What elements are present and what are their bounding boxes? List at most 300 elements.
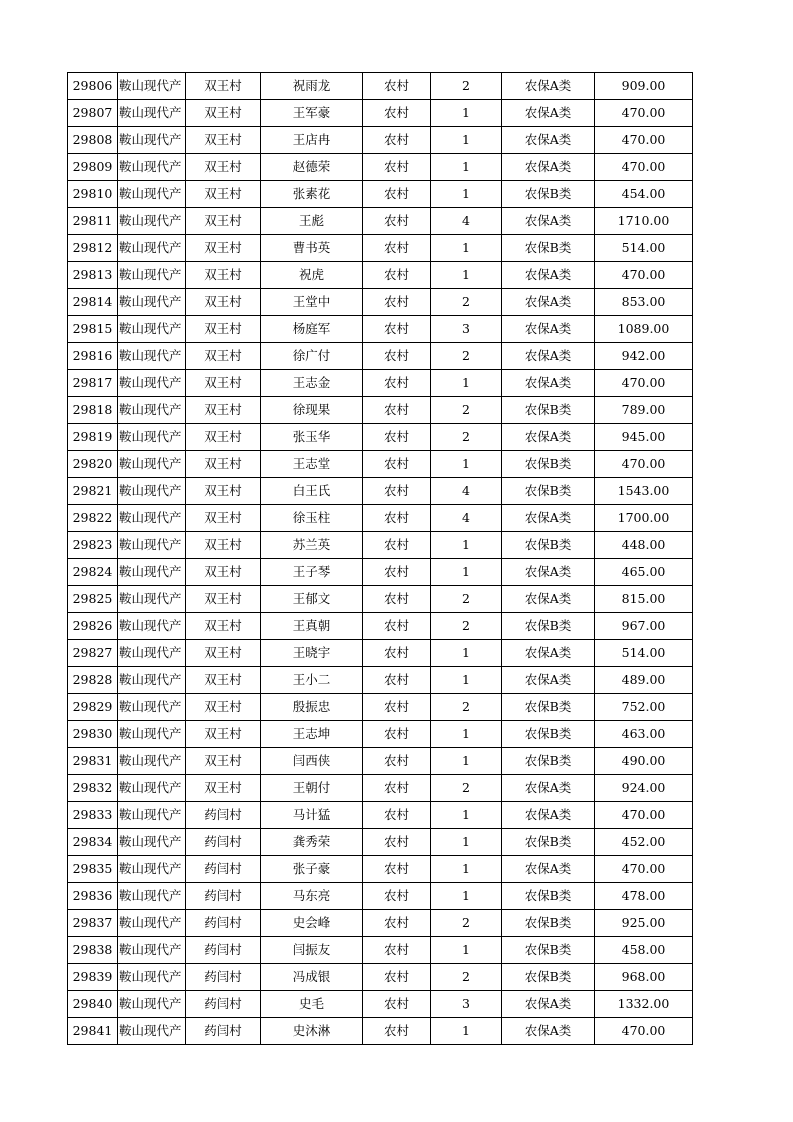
table-row [68,991,693,1018]
table-row [68,910,693,937]
insurance-category-cell: 农保A类 [502,775,595,802]
amount-cell: 470.00 [595,451,693,478]
organization-cell: 鞍山现代产 [118,316,186,343]
amount-cell: 1700.00 [595,505,693,532]
record-id-cell: 29840 [68,991,118,1018]
household-type-cell: 农村 [363,73,431,100]
household-type-cell: 农村 [363,289,431,316]
person-name-cell: 王军豪 [261,100,363,127]
amount-cell: 470.00 [595,100,693,127]
organization-cell: 鞍山现代产 [118,667,186,694]
insurance-category-cell: 农保B类 [502,451,595,478]
village-cell: 药闫村 [186,802,261,829]
insurance-category-cell: 农保A类 [502,208,595,235]
organization-cell: 鞍山现代产 [118,775,186,802]
village-cell: 双王村 [186,640,261,667]
household-type-cell: 农村 [363,235,431,262]
village-cell: 双王村 [186,694,261,721]
person-name-cell: 王小二 [261,667,363,694]
record-id-cell: 29807 [68,100,118,127]
household-type-cell: 农村 [363,775,431,802]
table-row [68,937,693,964]
amount-cell: 925.00 [595,910,693,937]
person-name-cell: 马东亮 [261,883,363,910]
organization-cell: 鞍山现代产 [118,181,186,208]
insurance-category-cell: 农保A类 [502,802,595,829]
household-type-cell: 农村 [363,721,431,748]
insurance-category-cell: 农保B类 [502,613,595,640]
household-type-cell: 农村 [363,856,431,883]
village-cell: 药闫村 [186,910,261,937]
person-name-cell: 王真朝 [261,613,363,640]
organization-cell: 鞍山现代产 [118,586,186,613]
insurance-category-cell: 农保A类 [502,1018,595,1045]
table-row [68,856,693,883]
household-type-cell: 农村 [363,991,431,1018]
village-cell: 双王村 [186,397,261,424]
amount-cell: 752.00 [595,694,693,721]
table-row [68,640,693,667]
person-name-cell: 白王氏 [261,478,363,505]
household-type-cell: 农村 [363,667,431,694]
organization-cell: 鞍山现代产 [118,208,186,235]
record-id-cell: 29827 [68,640,118,667]
amount-cell: 454.00 [595,181,693,208]
record-id-cell: 29813 [68,262,118,289]
person-name-cell: 张素花 [261,181,363,208]
record-id-cell: 29820 [68,451,118,478]
record-id-cell: 29838 [68,937,118,964]
member-count-cell: 1 [431,1018,502,1045]
subsidy-ledger-table [67,72,693,1045]
village-cell: 双王村 [186,586,261,613]
village-cell: 药闫村 [186,991,261,1018]
insurance-category-cell: 农保B类 [502,937,595,964]
record-id-cell: 29834 [68,829,118,856]
table-row [68,694,693,721]
village-cell: 双王村 [186,181,261,208]
record-id-cell: 29814 [68,289,118,316]
insurance-category-cell: 农保B类 [502,694,595,721]
member-count-cell: 2 [431,910,502,937]
household-type-cell: 农村 [363,397,431,424]
member-count-cell: 2 [431,424,502,451]
household-type-cell: 农村 [363,208,431,235]
table-row [68,154,693,181]
village-cell: 双王村 [186,100,261,127]
organization-cell: 鞍山现代产 [118,721,186,748]
household-type-cell: 农村 [363,478,431,505]
insurance-category-cell: 农保A类 [502,100,595,127]
village-cell: 双王村 [186,424,261,451]
person-name-cell: 苏兰英 [261,532,363,559]
amount-cell: 490.00 [595,748,693,775]
amount-cell: 1543.00 [595,478,693,505]
record-id-cell: 29817 [68,370,118,397]
household-type-cell: 农村 [363,613,431,640]
person-name-cell: 王晓宇 [261,640,363,667]
organization-cell: 鞍山现代产 [118,370,186,397]
person-name-cell: 张玉华 [261,424,363,451]
organization-cell: 鞍山现代产 [118,424,186,451]
organization-cell: 鞍山现代产 [118,343,186,370]
member-count-cell: 2 [431,73,502,100]
person-name-cell: 史会峰 [261,910,363,937]
household-type-cell: 农村 [363,802,431,829]
table-row [68,208,693,235]
person-name-cell: 赵德荣 [261,154,363,181]
member-count-cell: 1 [431,937,502,964]
organization-cell: 鞍山现代产 [118,478,186,505]
household-type-cell: 农村 [363,964,431,991]
village-cell: 双王村 [186,667,261,694]
household-type-cell: 农村 [363,424,431,451]
member-count-cell: 3 [431,316,502,343]
amount-cell: 452.00 [595,829,693,856]
ledger-body [68,73,693,1045]
household-type-cell: 农村 [363,640,431,667]
amount-cell: 470.00 [595,370,693,397]
amount-cell: 1089.00 [595,316,693,343]
member-count-cell: 2 [431,343,502,370]
person-name-cell: 冯成银 [261,964,363,991]
village-cell: 双王村 [186,262,261,289]
village-cell: 药闫村 [186,883,261,910]
table-row [68,181,693,208]
insurance-category-cell: 农保A类 [502,73,595,100]
village-cell: 双王村 [186,208,261,235]
household-type-cell: 农村 [363,883,431,910]
person-name-cell: 王志金 [261,370,363,397]
insurance-category-cell: 农保A类 [502,370,595,397]
insurance-category-cell: 农保B类 [502,181,595,208]
record-id-cell: 29828 [68,667,118,694]
person-name-cell: 王朝付 [261,775,363,802]
village-cell: 双王村 [186,73,261,100]
insurance-category-cell: 农保B类 [502,721,595,748]
member-count-cell: 1 [431,640,502,667]
amount-cell: 1332.00 [595,991,693,1018]
record-id-cell: 29837 [68,910,118,937]
village-cell: 双王村 [186,721,261,748]
village-cell: 药闫村 [186,937,261,964]
table-row [68,424,693,451]
household-type-cell: 农村 [363,451,431,478]
table-row [68,235,693,262]
organization-cell: 鞍山现代产 [118,1018,186,1045]
amount-cell: 924.00 [595,775,693,802]
table-row [68,532,693,559]
person-name-cell: 徐广付 [261,343,363,370]
village-cell: 药闫村 [186,1018,261,1045]
record-id-cell: 29816 [68,343,118,370]
amount-cell: 458.00 [595,937,693,964]
village-cell: 双王村 [186,316,261,343]
organization-cell: 鞍山现代产 [118,100,186,127]
record-id-cell: 29812 [68,235,118,262]
organization-cell: 鞍山现代产 [118,154,186,181]
household-type-cell: 农村 [363,316,431,343]
insurance-category-cell: 农保A类 [502,262,595,289]
person-name-cell: 王子琴 [261,559,363,586]
village-cell: 双王村 [186,559,261,586]
insurance-category-cell: 农保B类 [502,397,595,424]
insurance-category-cell: 农保A类 [502,667,595,694]
organization-cell: 鞍山现代产 [118,73,186,100]
household-type-cell: 农村 [363,343,431,370]
insurance-category-cell: 农保A类 [502,856,595,883]
amount-cell: 470.00 [595,1018,693,1045]
amount-cell: 1710.00 [595,208,693,235]
table-row [68,667,693,694]
member-count-cell: 1 [431,802,502,829]
record-id-cell: 29806 [68,73,118,100]
record-id-cell: 29836 [68,883,118,910]
household-type-cell: 农村 [363,694,431,721]
member-count-cell: 1 [431,154,502,181]
record-id-cell: 29833 [68,802,118,829]
village-cell: 双王村 [186,505,261,532]
amount-cell: 514.00 [595,235,693,262]
household-type-cell: 农村 [363,748,431,775]
household-type-cell: 农村 [363,262,431,289]
village-cell: 药闫村 [186,856,261,883]
insurance-category-cell: 农保A类 [502,316,595,343]
record-id-cell: 29818 [68,397,118,424]
insurance-category-cell: 农保A类 [502,559,595,586]
member-count-cell: 1 [431,181,502,208]
organization-cell: 鞍山现代产 [118,937,186,964]
member-count-cell: 2 [431,289,502,316]
record-id-cell: 29829 [68,694,118,721]
village-cell: 双王村 [186,127,261,154]
table-row [68,883,693,910]
organization-cell: 鞍山现代产 [118,613,186,640]
table-row [68,829,693,856]
person-name-cell: 闫西侠 [261,748,363,775]
record-id-cell: 29819 [68,424,118,451]
record-id-cell: 29821 [68,478,118,505]
record-id-cell: 29839 [68,964,118,991]
person-name-cell: 祝虎 [261,262,363,289]
member-count-cell: 1 [431,829,502,856]
organization-cell: 鞍山现代产 [118,748,186,775]
village-cell: 双王村 [186,775,261,802]
insurance-category-cell: 农保B类 [502,478,595,505]
member-count-cell: 4 [431,505,502,532]
organization-cell: 鞍山现代产 [118,559,186,586]
insurance-category-cell: 农保A类 [502,991,595,1018]
insurance-category-cell: 农保B类 [502,235,595,262]
record-id-cell: 29841 [68,1018,118,1045]
record-id-cell: 29815 [68,316,118,343]
insurance-category-cell: 农保B类 [502,883,595,910]
table-row [68,478,693,505]
insurance-category-cell: 农保A类 [502,289,595,316]
table-row [68,775,693,802]
amount-cell: 465.00 [595,559,693,586]
organization-cell: 鞍山现代产 [118,883,186,910]
organization-cell: 鞍山现代产 [118,856,186,883]
village-cell: 药闫村 [186,964,261,991]
insurance-category-cell: 农保A类 [502,127,595,154]
record-id-cell: 29831 [68,748,118,775]
member-count-cell: 1 [431,127,502,154]
amount-cell: 853.00 [595,289,693,316]
person-name-cell: 曹书英 [261,235,363,262]
member-count-cell: 4 [431,478,502,505]
table-row [68,73,693,100]
insurance-category-cell: 农保B类 [502,748,595,775]
member-count-cell: 2 [431,694,502,721]
member-count-cell: 2 [431,397,502,424]
insurance-category-cell: 农保B类 [502,910,595,937]
record-id-cell: 29830 [68,721,118,748]
record-id-cell: 29810 [68,181,118,208]
household-type-cell: 农村 [363,910,431,937]
member-count-cell: 1 [431,235,502,262]
member-count-cell: 1 [431,721,502,748]
person-name-cell: 张子豪 [261,856,363,883]
insurance-category-cell: 农保B类 [502,532,595,559]
village-cell: 双王村 [186,289,261,316]
person-name-cell: 史沐淋 [261,1018,363,1045]
record-id-cell: 29825 [68,586,118,613]
insurance-category-cell: 农保A类 [502,343,595,370]
member-count-cell: 2 [431,775,502,802]
person-name-cell: 祝雨龙 [261,73,363,100]
person-name-cell: 殷振忠 [261,694,363,721]
amount-cell: 478.00 [595,883,693,910]
insurance-category-cell: 农保A类 [502,154,595,181]
organization-cell: 鞍山现代产 [118,802,186,829]
insurance-category-cell: 农保B类 [502,964,595,991]
amount-cell: 789.00 [595,397,693,424]
household-type-cell: 农村 [363,127,431,154]
record-id-cell: 29824 [68,559,118,586]
organization-cell: 鞍山现代产 [118,910,186,937]
table-row [68,721,693,748]
member-count-cell: 1 [431,559,502,586]
record-id-cell: 29832 [68,775,118,802]
amount-cell: 909.00 [595,73,693,100]
amount-cell: 470.00 [595,802,693,829]
village-cell: 双王村 [186,478,261,505]
member-count-cell: 1 [431,262,502,289]
table-row [68,505,693,532]
household-type-cell: 农村 [363,505,431,532]
amount-cell: 448.00 [595,532,693,559]
member-count-cell: 1 [431,883,502,910]
person-name-cell: 杨庭军 [261,316,363,343]
insurance-category-cell: 农保A类 [502,640,595,667]
household-type-cell: 农村 [363,100,431,127]
person-name-cell: 闫振友 [261,937,363,964]
member-count-cell: 1 [431,532,502,559]
household-type-cell: 农村 [363,586,431,613]
person-name-cell: 史毛 [261,991,363,1018]
household-type-cell: 农村 [363,559,431,586]
insurance-category-cell: 农保A类 [502,586,595,613]
organization-cell: 鞍山现代产 [118,235,186,262]
table-row [68,343,693,370]
person-name-cell: 王堂中 [261,289,363,316]
member-count-cell: 1 [431,856,502,883]
amount-cell: 968.00 [595,964,693,991]
organization-cell: 鞍山现代产 [118,991,186,1018]
village-cell: 双王村 [186,343,261,370]
member-count-cell: 1 [431,370,502,397]
table-row [68,586,693,613]
amount-cell: 489.00 [595,667,693,694]
village-cell: 双王村 [186,532,261,559]
organization-cell: 鞍山现代产 [118,451,186,478]
amount-cell: 470.00 [595,154,693,181]
member-count-cell: 1 [431,748,502,775]
table-row [68,1018,693,1045]
table-row [68,748,693,775]
village-cell: 双王村 [186,370,261,397]
organization-cell: 鞍山现代产 [118,289,186,316]
organization-cell: 鞍山现代产 [118,505,186,532]
amount-cell: 470.00 [595,856,693,883]
household-type-cell: 农村 [363,181,431,208]
person-name-cell: 王店冉 [261,127,363,154]
table-row [68,370,693,397]
table-row [68,397,693,424]
member-count-cell: 2 [431,964,502,991]
village-cell: 双王村 [186,235,261,262]
village-cell: 双王村 [186,451,261,478]
amount-cell: 514.00 [595,640,693,667]
member-count-cell: 1 [431,451,502,478]
household-type-cell: 农村 [363,532,431,559]
amount-cell: 945.00 [595,424,693,451]
village-cell: 双王村 [186,613,261,640]
person-name-cell: 王志坤 [261,721,363,748]
organization-cell: 鞍山现代产 [118,829,186,856]
table-row [68,289,693,316]
record-id-cell: 29811 [68,208,118,235]
insurance-category-cell: 农保A类 [502,424,595,451]
table-row [68,100,693,127]
table-row [68,802,693,829]
amount-cell: 967.00 [595,613,693,640]
person-name-cell: 徐现果 [261,397,363,424]
amount-cell: 470.00 [595,262,693,289]
table-row [68,262,693,289]
record-id-cell: 29826 [68,613,118,640]
organization-cell: 鞍山现代产 [118,397,186,424]
record-id-cell: 29809 [68,154,118,181]
record-id-cell: 29823 [68,532,118,559]
amount-cell: 942.00 [595,343,693,370]
household-type-cell: 农村 [363,937,431,964]
household-type-cell: 农村 [363,1018,431,1045]
person-name-cell: 马计猛 [261,802,363,829]
table-row [68,559,693,586]
amount-cell: 470.00 [595,127,693,154]
organization-cell: 鞍山现代产 [118,964,186,991]
table-row [68,964,693,991]
village-cell: 双王村 [186,154,261,181]
person-name-cell: 王郁文 [261,586,363,613]
table-row [68,613,693,640]
organization-cell: 鞍山现代产 [118,694,186,721]
person-name-cell: 王志堂 [261,451,363,478]
member-count-cell: 2 [431,586,502,613]
member-count-cell: 2 [431,613,502,640]
